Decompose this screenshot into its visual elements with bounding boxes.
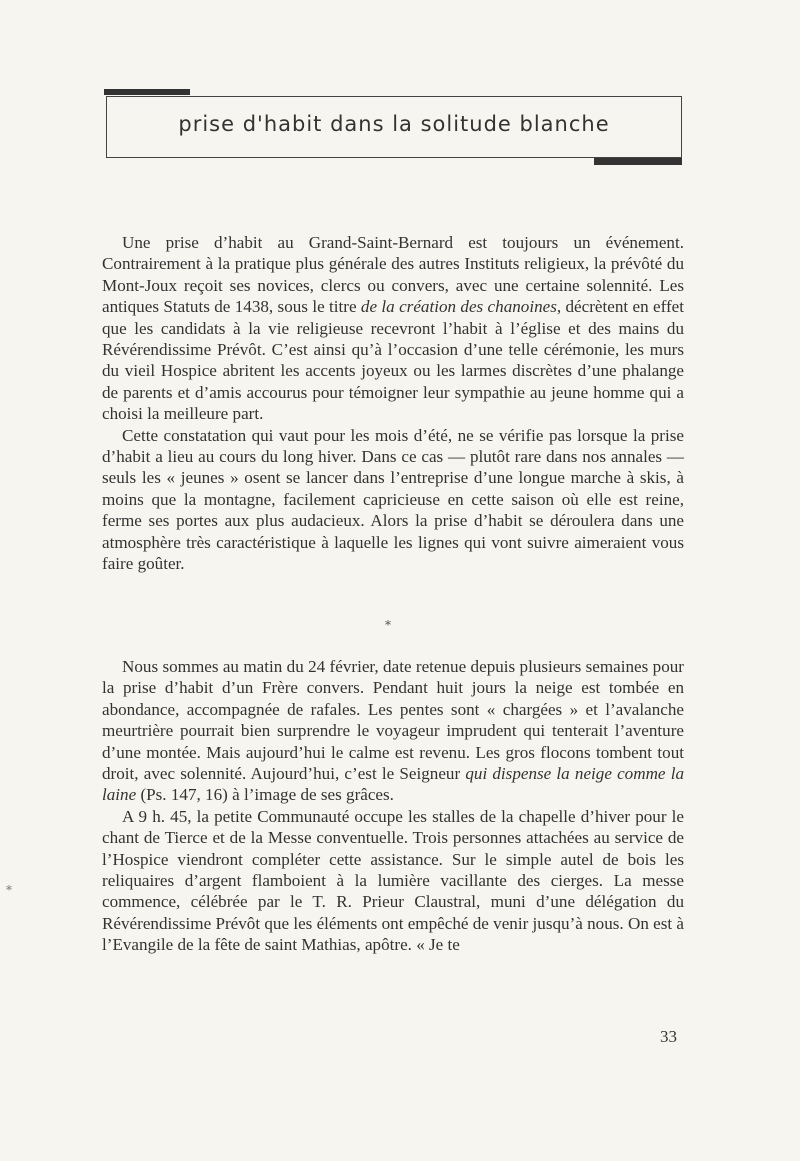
paragraph xyxy=(102,656,684,806)
page-number: 33 xyxy=(660,1027,677,1046)
title-bar-top xyxy=(104,89,190,95)
text-segment: A 9 h. 45, la petite Communauté occupe les stalles de la chapelle d’hiver pour le chant de Tierce et de la Messe conventuelle. Trois personnes attachées au service de l’Hospice viendront compléter cette assistance. Sur le simple autel de bois les reliquaires d’argent flamboient à la lumière vacillante des cierges. La messe commence, célébrée par le T. R. Prieur Claustral, muni d’une délégation du Révérendissime Prévôt que les éléments ont empêché de venir jusqu’à nous. On est à l’Evangile de la fête de saint Mathias, apôtre. « Je te xyxy=(102,806,684,955)
text-block-2 xyxy=(102,656,684,956)
text-segment: Cette constatation qui vaut pour les mois d’été, ne se vérifie pas lorsque la prise d’habit a lieu au cours du long hiver. Dans ce cas — plutôt rare dans nos annales — seuls les « jeunes » osent se lancer dans l’entreprise d’une longue marche à skis, à moins que la montagne, facilement capricieuse en cette saison où elle est reine, ferme ses portes aux plus audacieux. Alors la prise d’habit se déroulera dans une atmosphère très caractéristique à laquelle les lignes qui vont suivre aimeraient vous faire goûter. xyxy=(102,425,684,574)
text-segment: Nous sommes au matin du 24 février, date retenue depuis plusieurs semaines pour la prise d’habit d’un Frère convers. Pendant huit jours la neige est tombée en abondance, accompagnée de rafales. Les pentes sont « chargées » et l’avalanche meurtrière pourrait bien surprendre le voyageur imprudent qui tenterait l’aventure d’une montée. Mais aujourd’hui le calme est revenu. Les gros flocons tombent tout droit, avec solennité. Aujourd’hui, c’est le Seigneur xyxy=(102,657,684,784)
page-title: prise d'habit dans la solitude blanche xyxy=(178,112,610,136)
title-bar-bottom xyxy=(594,158,682,165)
text-segment: , décrètent en effet que les candidats à la vie religieuse recevront l’habit à l’église et des mains du Révérendissime Prévôt. C’est ainsi qu’à l’occasion d’une telle cérémonie, les murs du vieil Hospice abritent les accents joyeux ou les larmes discrètes d’une phalange de parents et d’amis accourus pour témoigner leur sympathie au jeune homme qui a choisi la meilleure part. xyxy=(102,297,685,424)
text-segment: Une prise d’habit au Grand-Saint-Bernard est toujours un événement. Contrairement à la pratique plus générale des autres Instituts religieux, la prévôté du Mont-Joux reçoit ses novices, clercs ou convers, avec une certaine solennité. Les antiques Statuts de 1438, sous le titre xyxy=(102,233,684,317)
text-segment: (Ps. 147, 16) à l’image de ses grâces. xyxy=(136,785,394,805)
text-block-1 xyxy=(102,232,684,575)
paragraph xyxy=(102,232,684,425)
text-segment-italic: qui dispense la neige comme la laine xyxy=(102,764,684,805)
margin-mark: * xyxy=(6,883,12,897)
text-segment-italic: de la création des chanoines xyxy=(360,297,557,317)
paragraph xyxy=(102,806,684,956)
section-separator: * xyxy=(385,618,391,632)
paragraph xyxy=(102,425,684,575)
